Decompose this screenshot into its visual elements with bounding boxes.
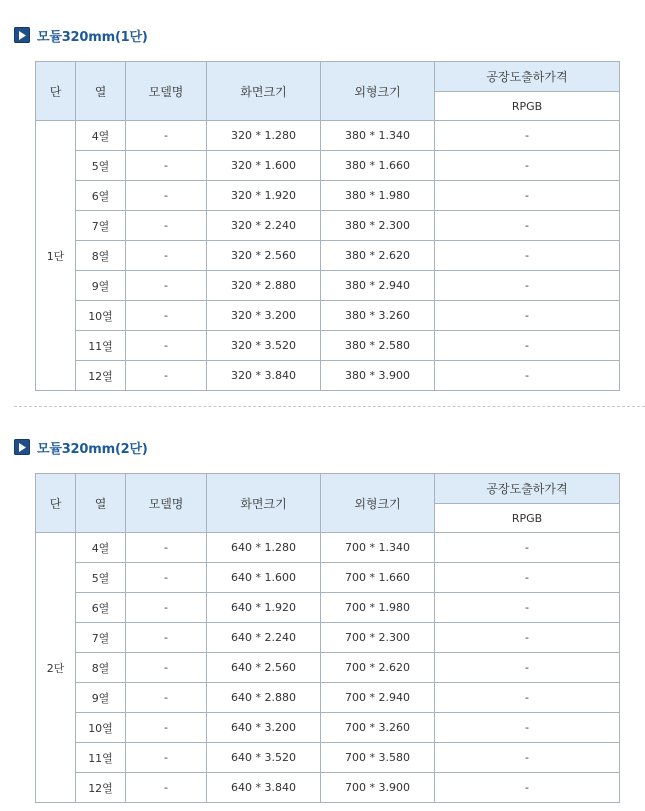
table-row bbox=[36, 361, 620, 391]
cell-yeol: 9열 bbox=[76, 271, 126, 301]
cell-yeol: 4열 bbox=[76, 121, 126, 151]
cell-factory-price: - bbox=[435, 533, 620, 563]
cell-factory-price: - bbox=[435, 563, 620, 593]
cell-model: - bbox=[126, 773, 207, 803]
cell-model: - bbox=[126, 361, 207, 391]
header-price-sub: RPGB bbox=[435, 504, 620, 533]
cell-screen-size: 320 * 1.600 bbox=[207, 151, 321, 181]
cell-outer-size: 700 * 1.340 bbox=[321, 533, 435, 563]
cell-screen-size: 640 * 2.880 bbox=[207, 683, 321, 713]
cell-factory-price: - bbox=[435, 593, 620, 623]
cell-factory-price: - bbox=[435, 743, 620, 773]
cell-factory-price: - bbox=[435, 181, 620, 211]
cell-screen-size: 320 * 2.880 bbox=[207, 271, 321, 301]
cell-factory-price: - bbox=[435, 713, 620, 743]
cell-factory-price: - bbox=[435, 121, 620, 151]
cell-screen-size: 640 * 3.200 bbox=[207, 713, 321, 743]
section-title-text: 모듈320mm(2단) bbox=[37, 441, 148, 457]
cell-yeol: 11열 bbox=[76, 331, 126, 361]
table-row bbox=[36, 713, 620, 743]
cell-model: - bbox=[126, 653, 207, 683]
cell-model: - bbox=[126, 563, 207, 593]
table-row bbox=[36, 331, 620, 361]
cell-factory-price: - bbox=[435, 773, 620, 803]
table-row bbox=[36, 593, 620, 623]
play-arrow-icon bbox=[14, 439, 30, 455]
section-title bbox=[14, 26, 148, 44]
play-arrow-icon bbox=[14, 27, 30, 43]
cell-yeol: 7열 bbox=[76, 211, 126, 241]
header-model: 모델명 bbox=[126, 62, 207, 121]
cell-yeol: 11열 bbox=[76, 743, 126, 773]
cell-yeol: 12열 bbox=[76, 773, 126, 803]
header-outer-size: 외형크기 bbox=[321, 62, 435, 121]
cell-screen-size: 320 * 3.840 bbox=[207, 361, 321, 391]
header-dan: 단 bbox=[36, 62, 76, 121]
cell-factory-price: - bbox=[435, 683, 620, 713]
cell-screen-size: 320 * 3.200 bbox=[207, 301, 321, 331]
table-row bbox=[36, 211, 620, 241]
header-factory-price: 공장도출하가격 bbox=[435, 474, 620, 504]
cell-outer-size: 380 * 3.260 bbox=[321, 301, 435, 331]
cell-yeol: 5열 bbox=[76, 151, 126, 181]
cell-factory-price: - bbox=[435, 301, 620, 331]
cell-screen-size: 320 * 1.280 bbox=[207, 121, 321, 151]
header-yeol: 열 bbox=[76, 474, 126, 533]
cell-factory-price: - bbox=[435, 211, 620, 241]
cell-yeol: 5열 bbox=[76, 563, 126, 593]
header-model: 모델명 bbox=[126, 474, 207, 533]
section-title bbox=[14, 438, 148, 456]
header-screen-size: 화면크기 bbox=[207, 474, 321, 533]
cell-model: - bbox=[126, 271, 207, 301]
cell-outer-size: 380 * 1.980 bbox=[321, 181, 435, 211]
cell-model: - bbox=[126, 683, 207, 713]
table-row bbox=[36, 151, 620, 181]
spec-table bbox=[35, 473, 620, 803]
cell-model: - bbox=[126, 623, 207, 653]
cell-model: - bbox=[126, 713, 207, 743]
header-outer-size: 외형크기 bbox=[321, 474, 435, 533]
cell-yeol: 4열 bbox=[76, 533, 126, 563]
cell-model: - bbox=[126, 211, 207, 241]
table-row bbox=[36, 271, 620, 301]
cell-outer-size: 380 * 2.300 bbox=[321, 211, 435, 241]
cell-factory-price: - bbox=[435, 241, 620, 271]
cell-factory-price: - bbox=[435, 151, 620, 181]
table-row bbox=[36, 181, 620, 211]
cell-model: - bbox=[126, 593, 207, 623]
cell-screen-size: 640 * 1.600 bbox=[207, 563, 321, 593]
section-divider bbox=[14, 406, 645, 407]
cell-yeol: 12열 bbox=[76, 361, 126, 391]
cell-yeol: 9열 bbox=[76, 683, 126, 713]
cell-outer-size: 380 * 1.340 bbox=[321, 121, 435, 151]
cell-screen-size: 320 * 2.240 bbox=[207, 211, 321, 241]
cell-outer-size: 700 * 3.900 bbox=[321, 773, 435, 803]
cell-screen-size: 640 * 1.280 bbox=[207, 533, 321, 563]
cell-screen-size: 640 * 2.560 bbox=[207, 653, 321, 683]
cell-outer-size: 700 * 2.300 bbox=[321, 623, 435, 653]
cell-yeol: 10열 bbox=[76, 713, 126, 743]
cell-outer-size: 700 * 3.580 bbox=[321, 743, 435, 773]
table-row bbox=[36, 533, 620, 563]
cell-screen-size: 640 * 1.920 bbox=[207, 593, 321, 623]
cell-model: - bbox=[126, 743, 207, 773]
cell-model: - bbox=[126, 331, 207, 361]
cell-yeol: 6열 bbox=[76, 593, 126, 623]
cell-factory-price: - bbox=[435, 623, 620, 653]
table-row bbox=[36, 301, 620, 331]
cell-outer-size: 380 * 2.580 bbox=[321, 331, 435, 361]
cell-screen-size: 320 * 2.560 bbox=[207, 241, 321, 271]
cell-factory-price: - bbox=[435, 361, 620, 391]
cell-screen-size: 640 * 3.520 bbox=[207, 743, 321, 773]
cell-model: - bbox=[126, 121, 207, 151]
cell-outer-size: 700 * 1.660 bbox=[321, 563, 435, 593]
table-row bbox=[36, 683, 620, 713]
cell-dan: 1단 bbox=[36, 121, 76, 391]
cell-factory-price: - bbox=[435, 271, 620, 301]
cell-yeol: 10열 bbox=[76, 301, 126, 331]
table-row bbox=[36, 773, 620, 803]
cell-outer-size: 700 * 1.980 bbox=[321, 593, 435, 623]
section-title-text: 모듈320mm(1단) bbox=[37, 29, 148, 45]
table-row bbox=[36, 563, 620, 593]
cell-yeol: 6열 bbox=[76, 181, 126, 211]
cell-yeol: 8열 bbox=[76, 241, 126, 271]
cell-outer-size: 700 * 2.940 bbox=[321, 683, 435, 713]
table-row bbox=[36, 121, 620, 151]
header-dan: 단 bbox=[36, 474, 76, 533]
header-screen-size: 화면크기 bbox=[207, 62, 321, 121]
cell-model: - bbox=[126, 181, 207, 211]
table-row bbox=[36, 653, 620, 683]
cell-dan: 2단 bbox=[36, 533, 76, 803]
cell-outer-size: 700 * 2.620 bbox=[321, 653, 435, 683]
table-row bbox=[36, 623, 620, 653]
header-yeol: 열 bbox=[76, 62, 126, 121]
cell-model: - bbox=[126, 301, 207, 331]
cell-model: - bbox=[126, 241, 207, 271]
header-price-sub: RPGB bbox=[435, 92, 620, 121]
cell-factory-price: - bbox=[435, 653, 620, 683]
spec-table bbox=[35, 61, 620, 391]
table-row bbox=[36, 743, 620, 773]
cell-screen-size: 320 * 3.520 bbox=[207, 331, 321, 361]
cell-outer-size: 380 * 3.900 bbox=[321, 361, 435, 391]
cell-screen-size: 320 * 1.920 bbox=[207, 181, 321, 211]
cell-screen-size: 640 * 3.840 bbox=[207, 773, 321, 803]
cell-outer-size: 700 * 3.260 bbox=[321, 713, 435, 743]
table-row bbox=[36, 241, 620, 271]
cell-yeol: 7열 bbox=[76, 623, 126, 653]
cell-yeol: 8열 bbox=[76, 653, 126, 683]
cell-outer-size: 380 * 2.940 bbox=[321, 271, 435, 301]
cell-outer-size: 380 * 1.660 bbox=[321, 151, 435, 181]
header-factory-price: 공장도출하가격 bbox=[435, 62, 620, 92]
cell-model: - bbox=[126, 533, 207, 563]
cell-screen-size: 640 * 2.240 bbox=[207, 623, 321, 653]
cell-model: - bbox=[126, 151, 207, 181]
cell-outer-size: 380 * 2.620 bbox=[321, 241, 435, 271]
cell-factory-price: - bbox=[435, 331, 620, 361]
